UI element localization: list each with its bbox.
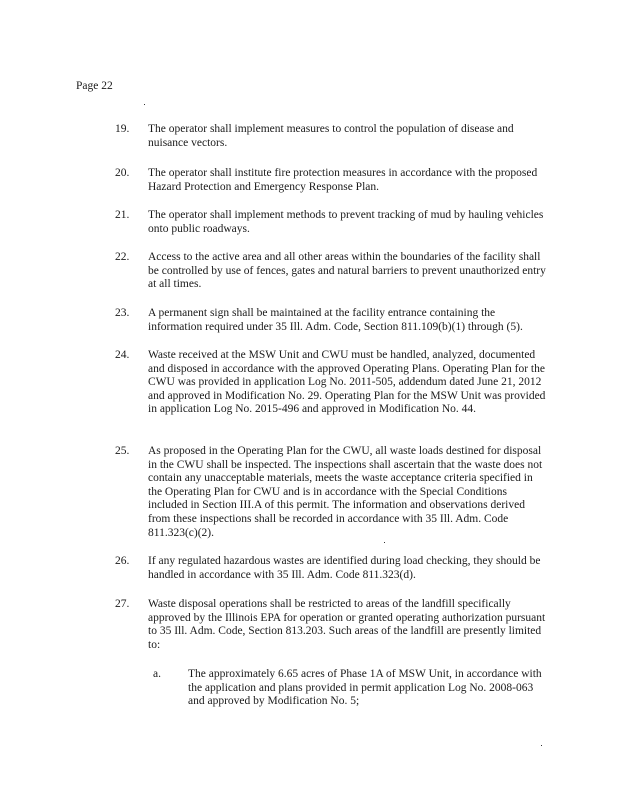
condition-text: The operator shall implement methods to prevent tracking of mud by hauling vehicles onto public roadways. [148, 209, 544, 235]
scan-speck [144, 104, 145, 105]
condition-number: 25. [115, 445, 130, 457]
condition-number: 26. [115, 555, 130, 567]
condition-text: A permanent sign shall be maintained at the facility entrance containing the information required under 35 Ill. Adm. Code, Section 811.109(b)(1) through (5). [148, 307, 523, 333]
condition-number: 21. [115, 209, 130, 221]
subitem-letter: a. [153, 668, 161, 680]
condition-number: 20. [115, 167, 130, 179]
condition-text: The operator shall institute fire protection measures in accordance with the proposed Hazard Protection and Emergency Response Plan. [148, 167, 538, 193]
condition-number: 24. [115, 349, 130, 361]
subitem-text: The approximately 6.65 acres of Phase 1A of MSW Unit, in accordance with the application and plans provided in permit application Log No. 2008-063 and approved by Modification No. 5; [188, 668, 542, 708]
scan-speck [541, 745, 542, 746]
condition-number: 22. [115, 251, 130, 263]
condition-number: 19. [115, 123, 130, 135]
condition-text: Access to the active area and all other areas within the boundaries of the facility shall be controlled by use of fences, gates and natural barriers to prevent unauthorized entry at all times. [148, 251, 546, 291]
condition-text: As proposed in the Operating Plan for the CWU, all waste loads destined for disposal in the CWU shall be inspected. The inspections shall ascertain that the waste does not contain any unacceptable materials, meets the waste acceptance criteria specified in the Operating Plan for CWU and is in accordance with the Special Conditions included in Section III.A of this permit. The information and observations derived from these inspections shall be recorded in accordance with 35 Ill. Adm. Code 811.323(c)(2). [148, 445, 543, 539]
condition-number: 23. [115, 307, 130, 319]
condition-text: Waste disposal operations shall be restricted to areas of the landfill specifically approved by the Illinois EPA for operation or granted operating authorization pursuant to 35 Ill. Adm. Code, Section 813.203. Such areas of the landfill are presently limited to: [148, 598, 546, 651]
condition-number: 27. [115, 598, 130, 610]
scan-speck [384, 542, 385, 543]
page-number: Page 22 [76, 80, 113, 92]
condition-text: If any regulated hazardous wastes are identified during load checking, they should be handled in accordance with 35 Ill. Adm. Code 811.323(d). [148, 555, 541, 581]
condition-text: The operator shall implement measures to control the population of disease and nuisance vectors. [148, 123, 514, 149]
condition-text: Waste received at the MSW Unit and CWU must be handled, analyzed, documented and disposed in accordance with the approved Operating Plans. Operating Plan for the CWU was provided in application Log No. 2011-505, addendum dated June 21, 2012 and approved in Modification No. 29. Operating Plan for the MSW Unit was provided in application Log No. 2015-496 and approved in Modification No. 44. [148, 349, 546, 416]
